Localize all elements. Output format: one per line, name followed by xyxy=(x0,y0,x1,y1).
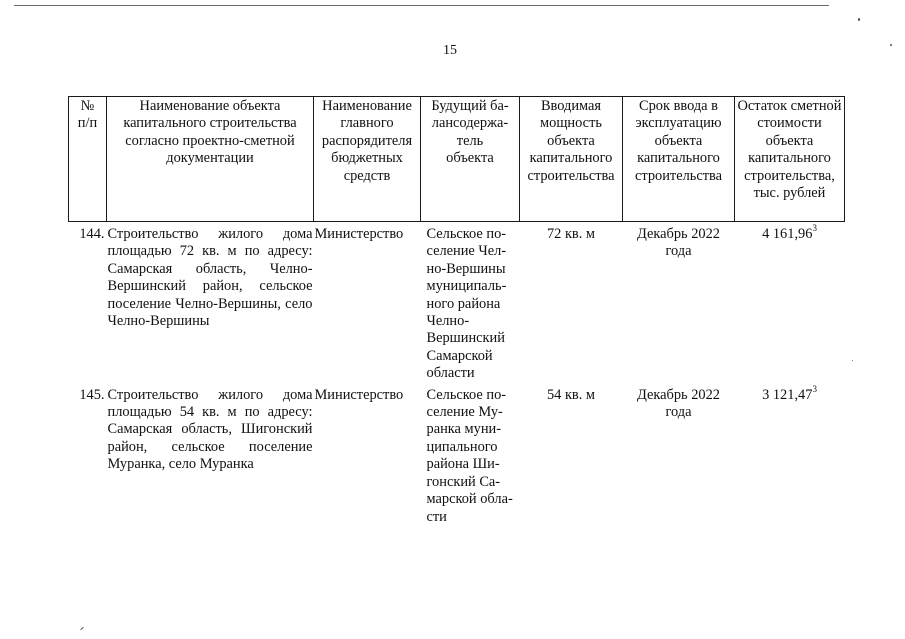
budget-manager: Министерство xyxy=(314,226,404,242)
table-row xyxy=(69,383,845,526)
table-row xyxy=(69,222,845,383)
row-number: 145. xyxy=(79,386,105,403)
scan-speck xyxy=(858,18,860,21)
page-number: 15 xyxy=(443,43,457,58)
future-holder: Сельское по- селение Му- ранка муни- ципального района Ши- гонский Са- марской обла- сти xyxy=(426,386,513,525)
cost-value: 3 121,47 xyxy=(762,386,813,403)
footnote-mark: 3 xyxy=(812,383,817,394)
remaining-cost xyxy=(735,222,845,383)
row-number: 144. xyxy=(79,226,105,242)
future-holder: Сельское по- селение Чел- но-Вершины муниципаль- ного района Челно- Вершинский Самарской области xyxy=(426,226,507,382)
commissioning-date: Декабрь 2022 года xyxy=(637,386,720,421)
header-commissioning-date: Срок ввода в эксплуатацию объекта капитального строительства xyxy=(623,97,735,222)
header-budget-manager: Наименование главного распорядителя бюджетных средств xyxy=(314,97,421,222)
header-row xyxy=(69,97,845,222)
header-object-name: Наименование объекта капитального строительства согласно проектно-сметной документации xyxy=(107,97,314,222)
header-capacity: Вводимая мощность объекта капитального строительства xyxy=(520,97,623,222)
footnote-mark: 3 xyxy=(812,223,817,234)
top-rule xyxy=(14,5,829,6)
remaining-cost xyxy=(735,383,845,526)
object-name: Строительство жилого дома площадью 54 кв. м по адресу: Самарская область, Шигонский район, сельское поселение Муранка, село Муранка xyxy=(107,386,313,473)
header-future-holder: Будущий ба- лансодержа- тель объекта xyxy=(421,97,520,222)
capital-construction-table xyxy=(68,96,845,526)
header-remaining-cost: Остаток сметной стоимости объекта капитального строительства, тыс. рублей xyxy=(735,97,845,222)
budget-manager: Министерство xyxy=(314,386,404,403)
cost-value: 4 161,96 xyxy=(762,226,813,242)
scan-speck xyxy=(80,627,84,630)
capacity: 72 кв. м xyxy=(546,226,596,242)
capacity: 54 кв. м xyxy=(546,386,596,403)
header-number: № п/п xyxy=(69,97,107,222)
object-name: Строительство жилого дома площадью 72 кв. м по адресу: Самарская область, Челно-Вершинский район, сельское поселение Челно-Вершины, село Челно-Вершины xyxy=(107,226,313,330)
scan-speck xyxy=(890,44,892,46)
commissioning-date: Декабрь 2022 года xyxy=(637,226,720,260)
scan-speck xyxy=(852,360,853,361)
